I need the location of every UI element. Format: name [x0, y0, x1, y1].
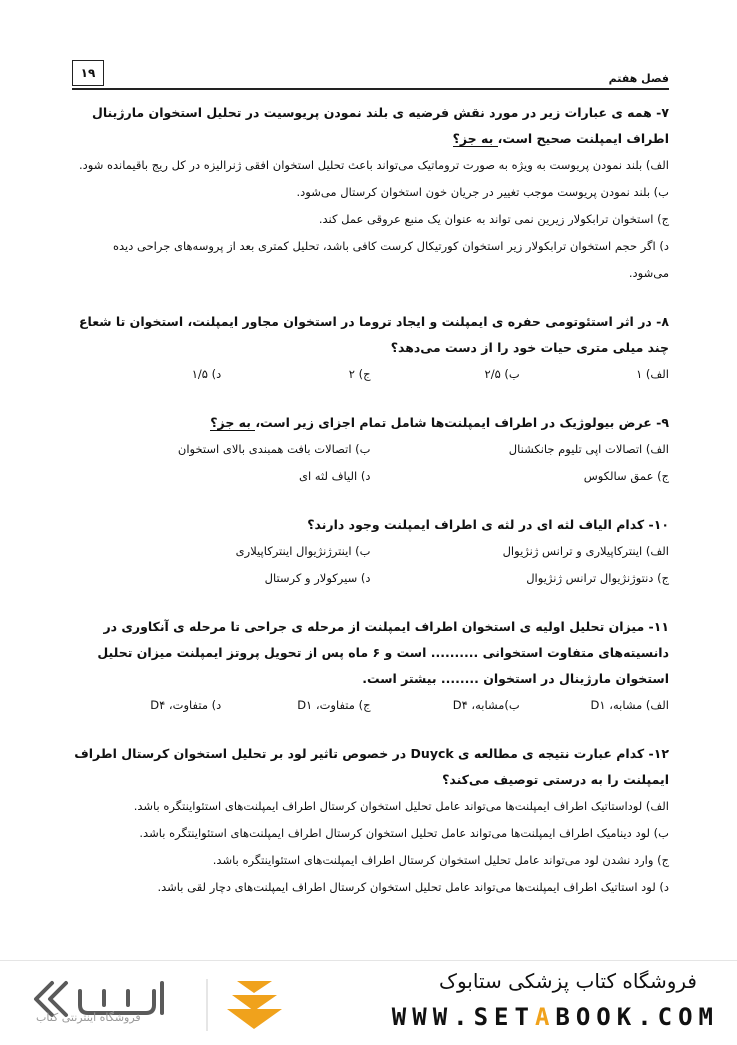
- option-c: ج) استخوان ترابکولار زیرین نمی تواند به عنوان یک منبع عروقی عمل کند.: [318, 212, 669, 226]
- option-d: د) الیاف لثه ای: [298, 469, 371, 483]
- question-title: ۱۰- کدام الیاف لثه ای در لثه ی اطراف ایمپلنت وجود دارند؟: [307, 517, 669, 532]
- option-a: الف) ۱: [636, 367, 669, 381]
- options-grid: [72, 538, 669, 592]
- option-c: ج) متفاوت، D۱: [297, 698, 371, 712]
- chapter-title: فصل هفتم: [608, 72, 669, 85]
- option-d: د) متفاوت، D۴: [150, 698, 222, 712]
- url-prefix: WWW.SET: [391, 1003, 535, 1031]
- question-title: [72, 410, 669, 436]
- question-10: [72, 512, 669, 592]
- option-b: ب) اینترژنژیوال اینترکاپیلاری: [235, 544, 371, 558]
- question-title: ۱۱- میزان تحلیل اولیه ی استخوان اطراف ایمپلنت از مرحله ی جراحی تا مرحله ی آنکاوری در دانسیته‌های متفاوت استخوانی .......... است و ۶ ماه پس از تحویل پروتز ایمپلنت میزان تحلیل استخوان مارژینال در استخوان ........ بیشتر است.: [97, 619, 669, 686]
- option-d: د) ۱/۵: [191, 367, 222, 381]
- option-a: الف) بلند نمودن پریوست به ویژه به صورت تروماتیک می‌تواند باعث تحلیل استخوان افقی ژنرالیزه در کل ریج باقیمانده شود.: [78, 158, 669, 172]
- options-grid: [72, 436, 669, 490]
- question-title: [72, 100, 669, 152]
- option-b: ب) ۲/۵: [484, 367, 520, 381]
- option-c: ج) دنتوژنژیوال ترانس ژنژیوال: [526, 571, 669, 585]
- question-except: به جز؟: [452, 131, 498, 146]
- header-rule: [72, 88, 669, 90]
- publisher-footer: [0, 960, 737, 1045]
- options-row: [72, 361, 669, 388]
- option-b: ب) اتصالات بافت همبندی بالای استخوان: [177, 442, 371, 456]
- option-b: ب) بلند نمودن پریوست موجب تغییر در جریان خون استخوان کرستال می‌شود.: [296, 185, 669, 199]
- option-b: ب) لود دینامیک اطراف ایمپلنت‌ها می‌تواند عامل تحلیل استخوان کرستال اطراف ایمپلنت‌های استئواینتگره باشد.: [139, 826, 669, 840]
- questions-content: [72, 100, 669, 923]
- question-title: ۸- در اثر استئوتومی حفره ی ایمپلنت و ایجاد تروما در استخوان مجاور ایمپلنت، استخوان تا شعاع چند میلی متری حیات خود را از دست می‌دهد؟: [78, 314, 669, 355]
- question-11: [72, 614, 669, 719]
- option-d: د) لود استاتیک اطراف ایمپلنت‌ها می‌تواند عامل تحلیل استخوان کرستال اطراف ایمپلنت‌های دچار لقی باشد.: [157, 880, 669, 894]
- options-row: [72, 692, 669, 719]
- option-a: الف) اتصالات اپی تلیوم جانکشنال: [508, 442, 669, 456]
- logo-tagline: فروشگاه اینترنتی کتاب: [36, 1011, 141, 1024]
- option-b: ب)مشابه، D۴: [452, 698, 520, 712]
- store-name: فروشگاه کتاب پزشکی ستابوک: [439, 969, 697, 993]
- setabook-logo-icon: [22, 973, 287, 1037]
- option-d: د) اگر حجم استخوان ترابکولار زیر استخوان کورتیکال کرست کافی باشد، تحلیل کمتری بعد از پروسه‌های جراحی دیده می‌شود.: [112, 239, 669, 280]
- question-except: به جز؟: [210, 415, 256, 430]
- url-suffix: BOOK.COM: [555, 1003, 719, 1031]
- option-c: ج) وارد نشدن لود می‌تواند عامل تحلیل استخوان کرستال اطراف ایمپلنت‌های استئواینتگره باشد.: [212, 853, 669, 867]
- question-7: [72, 100, 669, 287]
- option-a: الف) لوداستاتیک اطراف ایمپلنت‌ها می‌تواند عامل تحلیل استخوان کرستال اطراف ایمپلنت‌های استئواینتگره باشد.: [133, 799, 669, 813]
- question-text: ۷- همه ی عبارات زیر در مورد نقش فرضیه ی بلند نمودن پریوسیت در تحلیل استخوان مارژینال اطراف ایمپلنت صحیح است،: [92, 105, 669, 146]
- page-number: ١٩: [72, 60, 104, 86]
- url-accent: A: [534, 1003, 556, 1031]
- question-text: ۹- عرض بیولوژیک در اطراف ایمپلنت‌ها شامل تمام اجزای زیر است،: [255, 415, 669, 430]
- page-header: [72, 60, 669, 90]
- question-12: [72, 741, 669, 901]
- question-8: [72, 309, 669, 388]
- option-c: ج) عمق سالکوس: [583, 469, 669, 483]
- option-a: الف) مشابه، D۱: [590, 698, 669, 712]
- question-title: ۱۲- کدام عبارت نتیجه ی مطالعه ی Duyck در خصوص تاثیر لود بر تحلیل استخوان کرستال اطراف ایمپلنت را به درستی توصیف می‌کند؟: [74, 746, 669, 787]
- store-url[interactable]: [392, 1003, 719, 1031]
- option-d: د) سیرکولار و کرستال: [264, 571, 371, 585]
- option-a: الف) اینترکاپیلاری و ترانس ژنژیوال: [502, 544, 669, 558]
- option-c: ج) ۲: [348, 367, 371, 381]
- question-9: [72, 410, 669, 490]
